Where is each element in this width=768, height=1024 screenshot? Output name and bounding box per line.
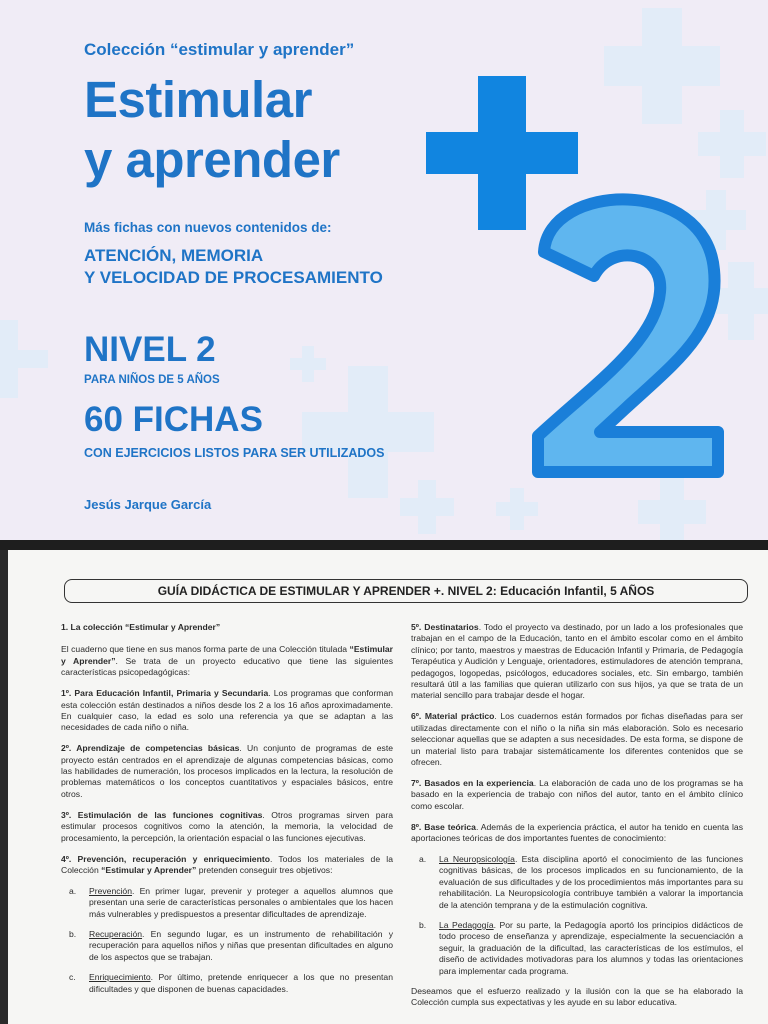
section-heading: 1. La colección “Estimular y Aprender” — [61, 622, 221, 632]
text: . En primer lugar, prevenir y proteger a aquellos alumnos que presentan una serie de características personales o ambientales que los hacen más vulnerables y predispuestos a presentar dificultades de aprendizaje. — [89, 885, 393, 919]
point-1 — [61, 688, 393, 734]
list-item — [411, 920, 743, 977]
left-column — [61, 622, 393, 1004]
item-title: Prevención — [89, 885, 132, 896]
point-title: 6º. Material práctico — [411, 711, 495, 722]
item-title: Enriquecimiento — [89, 972, 151, 983]
content-intro: Más fichas con nuevos contenidos de: — [84, 220, 332, 235]
point-title: 8º. Base teórica — [411, 821, 476, 832]
didactic-guide-page — [8, 550, 768, 1024]
point-5 — [411, 622, 743, 702]
text: . Otros programas sirven para estimular procesos cognitivos como la atención, la memoria, la velocidad de procesamiento, la percepción, la orientación espacial o las funciones ejecutivas. — [61, 809, 393, 843]
list-marker: a. — [419, 853, 427, 864]
ready-label: CON EJERCICIOS LISTOS PARA SER UTILIZADOS — [84, 446, 385, 460]
age-label: PARA NIÑOS DE 5 AÑOS — [84, 374, 220, 386]
point-3 — [61, 810, 393, 844]
item-title: La Neuropsicología — [439, 853, 515, 864]
list-item — [61, 929, 393, 963]
list-marker: b. — [419, 919, 427, 930]
topics-line-1: ATENCIÓN, MEMORIA — [84, 246, 264, 265]
list-item — [411, 854, 743, 911]
text: . Un conjunto de programas de este proyecto están centrados en el aprendizaje de algunas competencias básicas, como las habilidades de numeración, los procesos implicados en la lectura, la resolución de problemas matemáticos o los conceptos cuantitativos y espaciales básicos, entre otros. — [61, 743, 393, 799]
point-4 — [61, 854, 393, 877]
sheet-count: 60 FICHAS — [84, 400, 263, 439]
text: . Todo el proyecto va destinado, por un lado a los profesionales que trabajan en el campo de la Educación, tanto en el ámbito escolar como en el ámbito clínico; por tanto, maestros y maestras de Educación Infantil y Primaria, de Pedagogía Terapéutica y Audición y Lenguaje, orientadores, estimuladores de atención temprana, pedagogos, logopedas, psicólogos, educadores sociales, etc. Sin embargo, también resultará útil a las familias que quieran utilizarlo con sus hijos, ya que se trata de un material sencillo para trabajar desde el hogar. — [411, 622, 743, 701]
bold-text: “Estimular y Aprender” — [101, 864, 197, 875]
point-8 — [411, 822, 743, 845]
text: . Esta disciplina aportó el conocimiento de las funciones cognitivas básicas, de los procesos implicados en su funcionamiento, de la evaluación de sus dificultades y de los procedimientos más importantes para su rehabilitación. La Neuropsicología contribuye también a valorar la importancia de la atención temprana y de la estimulación cognitiva. — [439, 853, 743, 910]
point-2 — [61, 743, 393, 800]
author-name: Jesús Jarque García — [84, 497, 212, 512]
point-title: 7º. Basados en la experiencia — [411, 777, 534, 788]
text: . En segundo lugar, es un instrumento de rehabilitación y recuperación para aquellos niños y niñas que presentan dificultades en alguno de los aspectos que se trabajan. — [89, 929, 393, 962]
text: . La elaboración de cada uno de los programas se ha basado en la experiencia de trabajo con niños del autor, tanto en el ámbito clínico como escolar. — [411, 777, 744, 811]
text: pretenden conseguir tres objetivos: — [196, 864, 333, 875]
list-marker: b. — [69, 929, 77, 940]
page-separator — [0, 540, 768, 550]
list-item — [61, 886, 393, 920]
closing-paragraph: Deseamos que el esfuerzo realizado y la ilusión con la que se ha elaborado la Colección cumpla sus expectativas y les ayude en su labor educativa. — [411, 985, 743, 1008]
text: . Se trata de un proyecto educativo que tiene las siguientes características psicopedagógicas: — [61, 655, 393, 678]
series-title: Colección “estimular y aprender” — [84, 40, 355, 59]
item-title: Recuperación — [89, 929, 143, 940]
text: . Los cuadernos están formados por fichas diseñadas para ser utilizadas directamente con el niño o la niña sin más elaboración. Solo es necesario seleccionar aquellas que se adapten a sus necesidades. De esta forma, se dispone de un material listo para trabajar sistemáticamente los diferentes contenidos que se ofrecen. — [411, 711, 743, 767]
bold-text: “Estimular y Aprender” — [61, 644, 393, 666]
book-title — [84, 70, 340, 190]
list-marker: a. — [69, 885, 77, 896]
text: . Todos los materiales de la Colección — [61, 853, 393, 875]
list-item — [61, 972, 393, 995]
point-6 — [411, 711, 743, 768]
point-title: 2º. Aprendizaje de competencias básicas — [61, 743, 240, 754]
level-label: NIVEL 2 — [84, 330, 216, 369]
point-title: 3º. Estimulación de las funciones cognitivas — [61, 809, 263, 820]
text: . Por último, pretende enriquecer a los que no presentan dificultades y que disponen de buenas capacidades. — [89, 972, 393, 994]
text: . Además de la experiencia práctica, el autor ha tenido en cuenta las aportaciones teóricas de dos importantes fuentes de conocimiento: — [411, 821, 743, 843]
large-digit-two — [538, 199, 718, 472]
text: El cuaderno que tiene en sus manos forma parte de una Colección titulada — [61, 644, 350, 655]
large-plus-icon — [426, 76, 578, 230]
right-column — [411, 622, 743, 1018]
topics-line-2: Y VELOCIDAD DE PROCESAMIENTO — [84, 268, 383, 287]
list-marker: c. — [69, 972, 76, 983]
point-title: 4º. Prevención, recuperación y enriquecimiento — [61, 853, 270, 864]
text: . Por su parte, la Pedagogía aportó los principios didácticos de todo proceso de enseñanza y aprendizaje, especialmente la secuenciación a seguir, la graduación de la dificultad, las características de los estímulos, el diseño de actividades motivadoras para los alumnos y todas las orientaciones para implementar cada programa. — [439, 919, 743, 976]
title-line-1: Estimular — [84, 71, 312, 128]
text: . Los programas que conforman esta colección están destinados a niños desde los 2 a los 16 años aproximadamente. En cualquier caso, la edad es solo una referencia ya que se adaptan a las necesidades de cada niño o niña. — [61, 688, 394, 733]
point-7 — [411, 778, 743, 812]
title-line-2: y aprender — [84, 131, 340, 188]
item-title: La Pedagogía — [439, 919, 494, 930]
topics — [84, 245, 383, 289]
intro-paragraph — [61, 644, 393, 678]
guide-header: GUÍA DIDÁCTICA DE ESTIMULAR Y APRENDER +. NIVEL 2: Educación Infantil, 5 AÑOS — [64, 579, 748, 603]
point-title: 5º. Destinatarios — [411, 622, 479, 632]
point-title: 1º. Para Educación Infantil, Primaria y Secundaria — [61, 688, 269, 699]
